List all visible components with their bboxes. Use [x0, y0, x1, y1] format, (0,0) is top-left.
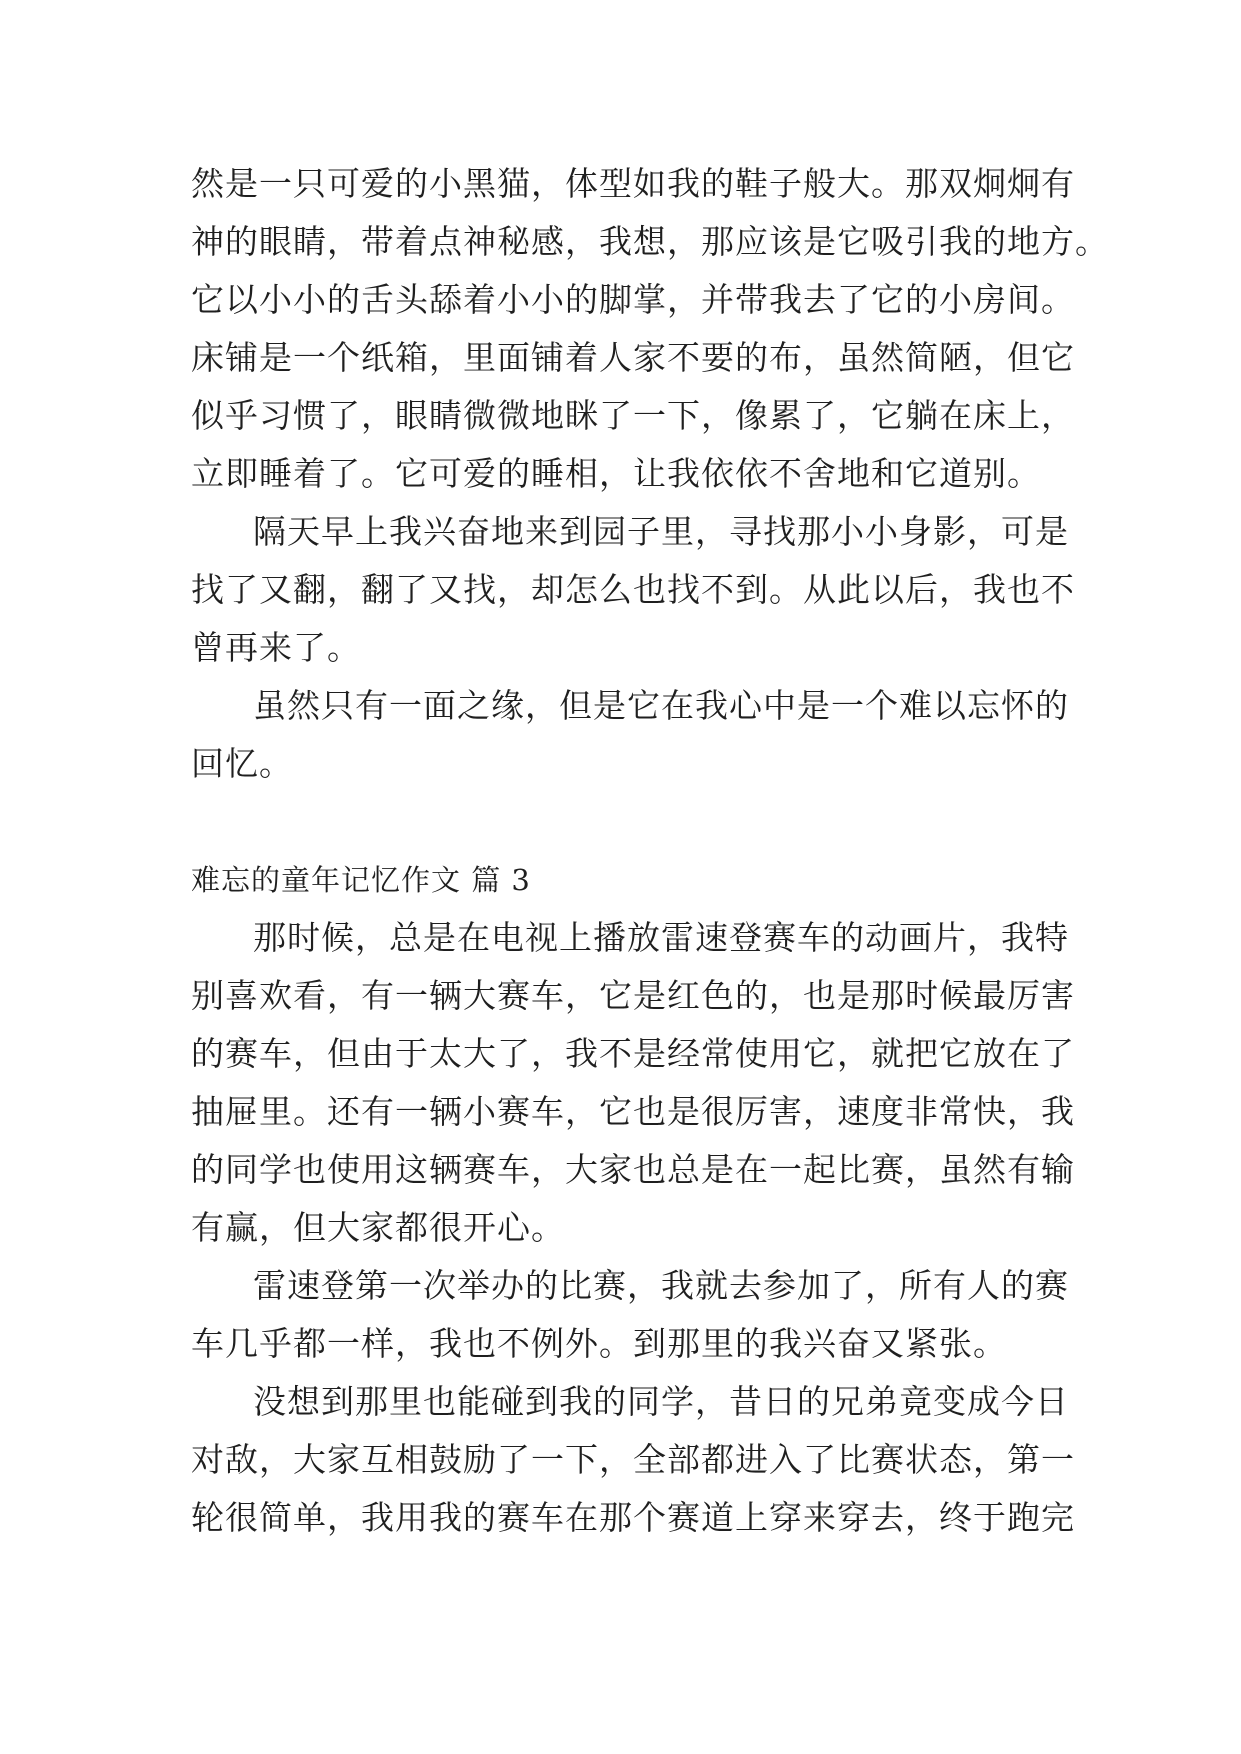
- paragraph-2-line-2: 找了又翻，翻了又找，却怎么也找不到。从此以后，我也不: [191, 570, 1075, 609]
- paragraph-2-line-1: 隔天早上我兴奋地来到园子里，寻找那小小身影，可是: [253, 512, 1069, 551]
- paragraph-3-line-2: 回忆。: [191, 744, 293, 783]
- paragraph-5-line-2: 车几乎都一样，我也不例外。到那里的我兴奋又紧张。: [191, 1324, 1007, 1363]
- paragraph-6-line-3: 轮很简单，我用我的赛车在那个赛道上穿来穿去，终于跑完: [191, 1498, 1075, 1537]
- paragraph-4-line-5: 的同学也使用这辆赛车，大家也总是在一起比赛，虽然有输: [191, 1150, 1075, 1189]
- paragraph-4-line-6: 有赢，但大家都很开心。: [191, 1208, 565, 1247]
- paragraph-1-line-6: 立即睡着了。它可爱的睡相，让我依依不舍地和它道别。: [191, 454, 1041, 493]
- paragraph-5-line-1: 雷速登第一次举办的比赛，我就去参加了，所有人的赛: [253, 1266, 1069, 1305]
- section-heading: 难忘的童年记忆作文 篇 3: [191, 863, 531, 897]
- paragraph-1-line-4: 床铺是一个纸箱，里面铺着人家不要的布，虽然简陋，但它: [191, 338, 1075, 377]
- paragraph-2-line-3: 曾再来了。: [191, 628, 361, 667]
- paragraph-1-line-2: 神的眼睛，带着点神秘感，我想，那应该是它吸引我的地方。: [191, 222, 1109, 261]
- paragraph-1-line-1: 然是一只可爱的小黑猫，体型如我的鞋子般大。那双炯炯有: [191, 164, 1075, 203]
- paragraph-1-line-3: 它以小小的舌头舔着小小的脚掌，并带我去了它的小房间。: [191, 280, 1075, 319]
- paragraph-4-line-3: 的赛车，但由于太大了，我不是经常使用它，就把它放在了: [191, 1034, 1075, 1073]
- paragraph-1-line-5: 似乎习惯了，眼睛微微地眯了一下，像累了，它躺在床上，: [191, 396, 1075, 435]
- paragraph-6-line-1: 没想到那里也能碰到我的同学，昔日的兄弟竟变成今日: [253, 1382, 1069, 1421]
- paragraph-4-line-1: 那时候，总是在电视上播放雷速登赛车的动画片，我特: [253, 918, 1069, 957]
- paragraph-4-line-2: 别喜欢看，有一辆大赛车，它是红色的，也是那时候最厉害: [191, 976, 1075, 1015]
- paragraph-4-line-4: 抽屉里。还有一辆小赛车，它也是很厉害，速度非常快，我: [191, 1092, 1075, 1131]
- paragraph-6-line-2: 对敌，大家互相鼓励了一下，全部都进入了比赛状态，第一: [191, 1440, 1075, 1479]
- paragraph-3-line-1: 虽然只有一面之缘，但是它在我心中是一个难以忘怀的: [253, 686, 1069, 725]
